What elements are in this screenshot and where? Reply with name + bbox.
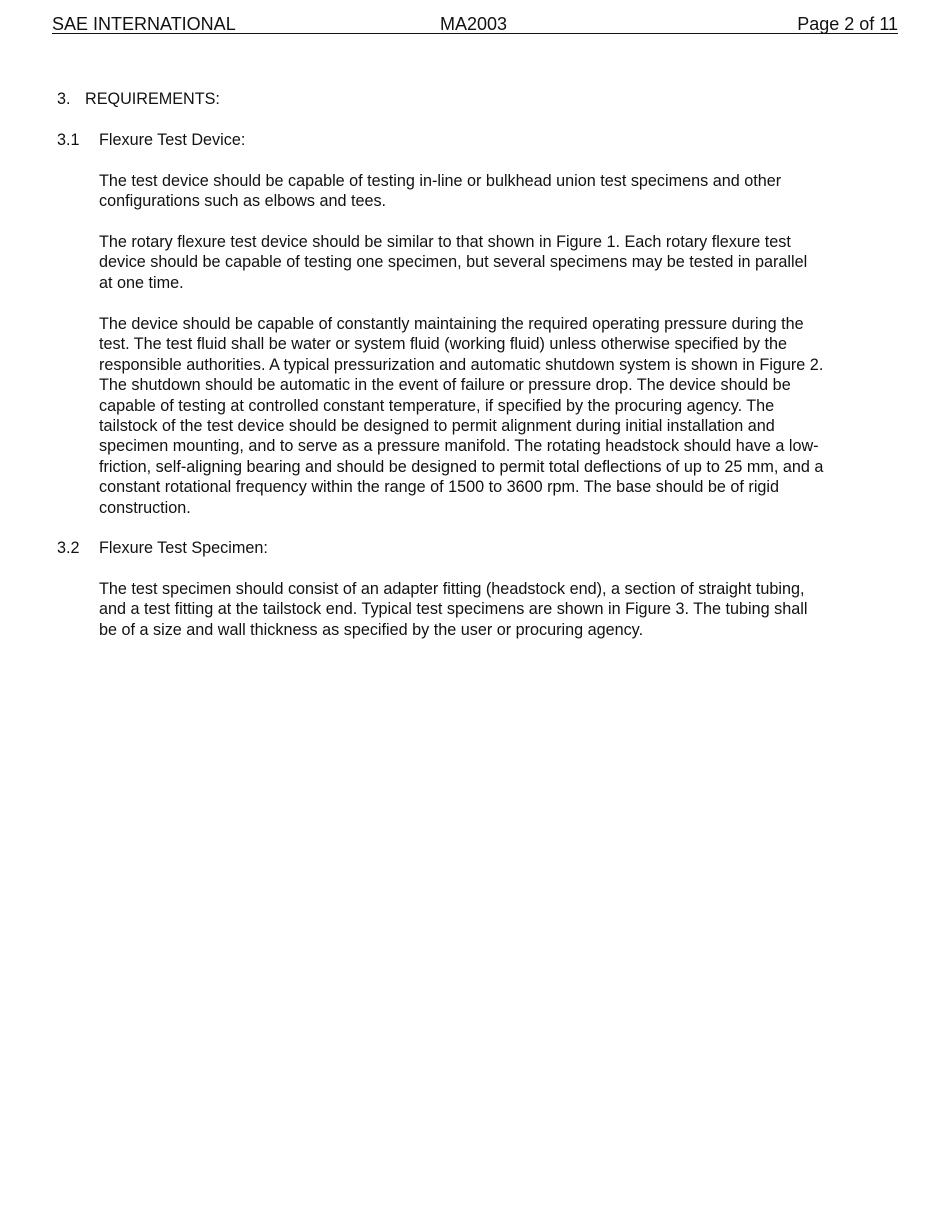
section-3-1-paragraph-2 (99, 232, 864, 293)
paragraph-line: test. The test fluid shall be water or system fluid (working fluid) unless otherwise specified by the (99, 335, 787, 354)
section-3-2-number: 3.2 (57, 539, 80, 557)
section-3-1-paragraph-3 (99, 314, 864, 518)
section-3-heading (57, 89, 220, 109)
section-3-1-paragraph-1 (99, 171, 864, 212)
paragraph-line: The test device should be capable of testing in-line or bulkhead union test specimens and other (99, 172, 782, 190)
paragraph-line: device should be capable of testing one specimen, but several specimens may be tested in parallel (99, 253, 808, 272)
paragraph-line: be of a size and wall thickness as specified by the user or procuring agency. (99, 620, 644, 639)
paragraph-line: configurations such as elbows and tees. (99, 192, 387, 211)
section-3-1-title: Flexure Test Device: (99, 131, 246, 149)
paragraph-line: tailstock of the test device should be designed to permit alignment during initial installation and (99, 417, 775, 436)
paragraph-line: constant rotational frequency within the range of 1500 to 3600 rpm. The base should be of rigid (99, 478, 780, 497)
section-3-2-heading (57, 538, 268, 558)
paragraph-line: The test specimen should consist of an adapter fitting (headstock end), a section of straight tubing, (99, 580, 805, 598)
section-3-1-heading (57, 130, 245, 150)
paragraph-line: capable of testing at controlled constant temperature, if specified by the procuring agency. The (99, 396, 775, 415)
paragraph-line: specimen mounting, and to serve as a pressure manifold. The rotating headstock should have a low- (99, 437, 819, 456)
paragraph-line: at one time. (99, 273, 184, 292)
section-3-title: REQUIREMENTS: (85, 90, 220, 108)
paragraph-line: The shutdown should be automatic in the event of failure or pressure drop. The device should be (99, 376, 791, 395)
header-organization: SAE INTERNATIONAL (52, 14, 236, 34)
paragraph-line: and a test fitting at the tailstock end. Typical test specimens are shown in Figure 3. The tubing shall (99, 600, 808, 619)
header-document-id: MA2003 (440, 14, 508, 34)
paragraph-line: construction. (99, 498, 191, 517)
paragraph-line: The device should be capable of constantly maintaining the required operating pressure during the (99, 315, 804, 333)
header-page-number: Page 2 of 11 (797, 14, 898, 34)
section-3-2-title: Flexure Test Specimen: (99, 539, 268, 557)
paragraph-line: responsible authorities. A typical pressurization and automatic shutdown system is shown in Figure 2. (99, 355, 824, 374)
section-3-number: 3. (57, 90, 71, 108)
section-3-1-number: 3.1 (57, 131, 80, 149)
page-header (52, 12, 898, 34)
paragraph-line: The rotary flexure test device should be similar to that shown in Figure 1. Each rotary flexure test (99, 233, 791, 251)
paragraph-line: friction, self-aligning bearing and should be designed to permit total deflections of up to 25 mm, and a (99, 457, 824, 476)
section-3-2-paragraph-1 (99, 579, 864, 640)
